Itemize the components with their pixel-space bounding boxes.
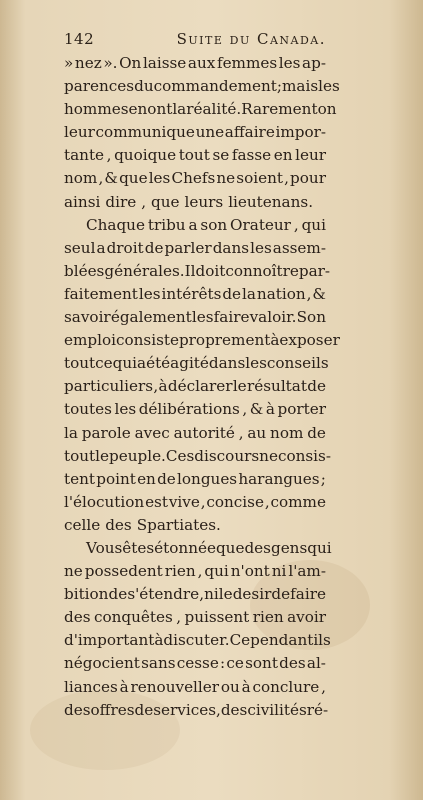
text-line: tout le peuple. Ces discours ne consis- — [64, 446, 331, 465]
page-number: 142 — [64, 30, 95, 48]
text-line: seul a droit de parler dans les assem- — [64, 238, 326, 257]
running-head — [64, 30, 326, 48]
text-line: savoir également les faire valoir. Son — [64, 308, 326, 327]
text-line: bition de s'étendre , ni le desir de faire — [64, 585, 326, 604]
text-line: Chaque tribu a son Orateur , qui — [86, 215, 326, 234]
text-line: celle des Spartiates. — [64, 515, 221, 534]
text-line: tent point en de longues harangues ; — [64, 469, 326, 488]
text-line: la parole avec autorité , au nom de — [64, 423, 326, 442]
text-line: toutes les délibérations , & à porter — [64, 400, 326, 419]
text-line: nom , & que les Chefs ne soient , pour — [64, 169, 326, 188]
body-text — [64, 52, 340, 722]
text-line: parences du commandement ; mais les — [64, 77, 340, 96]
text-line: » nez ». On laisse aux femmes les ap- — [64, 54, 326, 72]
text-line: liances à renouveller ou à conclure , — [64, 677, 326, 696]
text-line: négocient sans cesse : ce sont des al- — [64, 654, 326, 673]
text-line: d'important à discuter. Cependant ils — [64, 631, 331, 650]
text-line: l'élocution est vive , concise , comme — [64, 492, 326, 511]
text-line: particuliers , à déclarer le résultat de — [64, 377, 326, 396]
running-title: Suite du Canada. — [176, 30, 326, 48]
text-line: des conquêtes , puissent rien avoir — [64, 608, 326, 627]
text-line: hommes en ont la réalité. Rarement on — [64, 100, 337, 119]
text-line: emploi consiste proprement à exposer — [64, 331, 340, 350]
text-line: des offres de services , des civilités ré- — [64, 700, 329, 719]
text-line: tante , quoique tout se fasse en leur — [64, 146, 326, 165]
text-line: leur communique une affaire impor- — [64, 123, 326, 142]
text-line: tout ce qui a été agité dans les conseils — [64, 354, 329, 373]
text-line: ne possedent rien , qui n'ont ni l'am- — [64, 562, 326, 581]
text-line: faitement les intérêts de la nation , & — [64, 284, 326, 303]
text-line: ainsi dire , que leurs lieutenans. — [64, 192, 314, 211]
text-line: blées générales. Il doit connoître par- — [64, 261, 331, 280]
text-line: Vous êtes étonnée que des gens qui — [86, 538, 332, 557]
